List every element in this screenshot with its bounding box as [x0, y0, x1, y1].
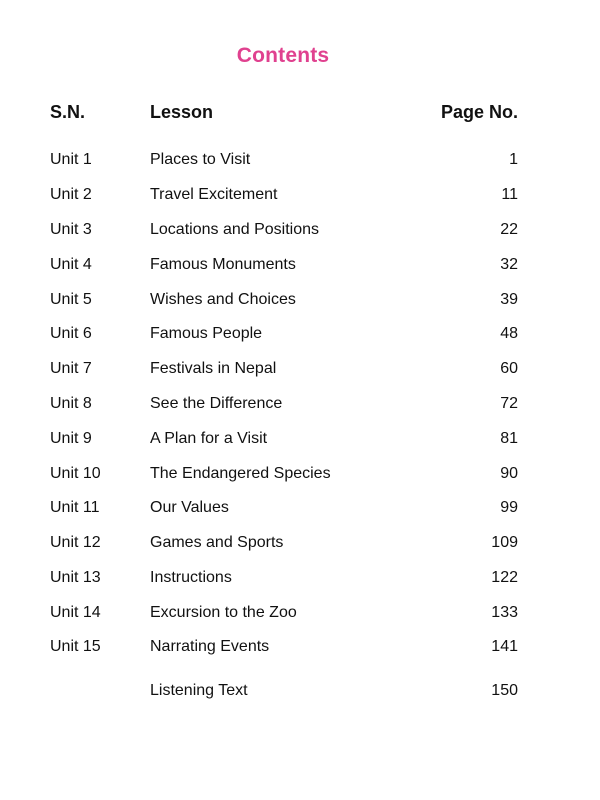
- row-sn: Unit 5: [50, 291, 92, 308]
- row-page: 48: [500, 325, 518, 342]
- row-lesson: Travel Excitement: [150, 186, 278, 203]
- table-row: [50, 534, 518, 558]
- row-sn: Unit 1: [50, 151, 92, 168]
- table-row: [50, 221, 518, 245]
- table-row: [50, 186, 518, 210]
- row-page: 109: [491, 534, 518, 551]
- table-row: [50, 430, 518, 454]
- row-page: 122: [491, 569, 518, 586]
- row-lesson: Games and Sports: [150, 534, 284, 551]
- row-sn: Unit 2: [50, 186, 92, 203]
- table-row: [50, 256, 518, 280]
- row-page: 22: [500, 221, 518, 238]
- row-page: 32: [500, 256, 518, 273]
- row-page: 81: [500, 430, 518, 447]
- row-lesson: Famous Monuments: [150, 256, 296, 273]
- row-lesson: Locations and Positions: [150, 221, 319, 238]
- table-row: [50, 569, 518, 593]
- table-row: [50, 638, 518, 662]
- row-lesson: A Plan for a Visit: [150, 430, 268, 447]
- row-page: 39: [500, 291, 518, 308]
- row-sn: Unit 10: [50, 465, 101, 482]
- header-lesson: Lesson: [150, 102, 214, 122]
- table-row: [50, 499, 518, 523]
- row-page: 11: [501, 186, 518, 203]
- table-header: [50, 102, 518, 126]
- row-sn: Unit 3: [50, 221, 92, 238]
- row-page: 141: [491, 638, 518, 655]
- header-page-no: Page No.: [440, 102, 518, 122]
- row-page: 1: [509, 151, 518, 168]
- row-page: 72: [500, 395, 518, 412]
- page-title: Contents: [236, 44, 330, 67]
- row-lesson: Our Values: [150, 499, 229, 516]
- row-sn: Unit 12: [50, 534, 101, 551]
- table-row: [50, 465, 518, 489]
- row-lesson: Festivals in Nepal: [150, 360, 277, 377]
- row-lesson: Famous People: [150, 325, 263, 342]
- row-sn: Unit 13: [50, 569, 101, 586]
- row-page: 150: [491, 682, 518, 699]
- row-lesson: Places to Visit: [150, 151, 251, 168]
- listening-text-row: [50, 682, 518, 706]
- table-row: [50, 151, 518, 175]
- row-sn: Unit 8: [50, 395, 92, 412]
- table-row: [50, 325, 518, 349]
- row-sn: Unit 4: [50, 256, 92, 273]
- row-lesson: The Endangered Species: [150, 465, 331, 482]
- row-lesson: Instructions: [150, 569, 232, 586]
- row-page: 60: [500, 360, 518, 377]
- table-row: [50, 604, 518, 628]
- row-page: 99: [500, 499, 518, 516]
- row-page: 90: [500, 465, 518, 482]
- row-lesson: See the Difference: [150, 395, 283, 412]
- table-row: [50, 291, 518, 315]
- row-sn: Unit 6: [50, 325, 92, 342]
- table-row: [50, 395, 518, 419]
- row-sn: Unit 15: [50, 638, 101, 655]
- row-sn: Unit 7: [50, 360, 92, 377]
- row-page: 133: [491, 604, 518, 621]
- table-row: [50, 360, 518, 384]
- row-sn: Unit 11: [50, 499, 100, 516]
- row-lesson: Excursion to the Zoo: [150, 604, 297, 621]
- header-sn: S.N.: [50, 102, 86, 122]
- row-lesson: Listening Text: [150, 682, 248, 699]
- row-sn: Unit 9: [50, 430, 92, 447]
- row-lesson: Narrating Events: [150, 638, 270, 655]
- row-sn: Unit 14: [50, 604, 101, 621]
- row-lesson: Wishes and Choices: [150, 291, 296, 308]
